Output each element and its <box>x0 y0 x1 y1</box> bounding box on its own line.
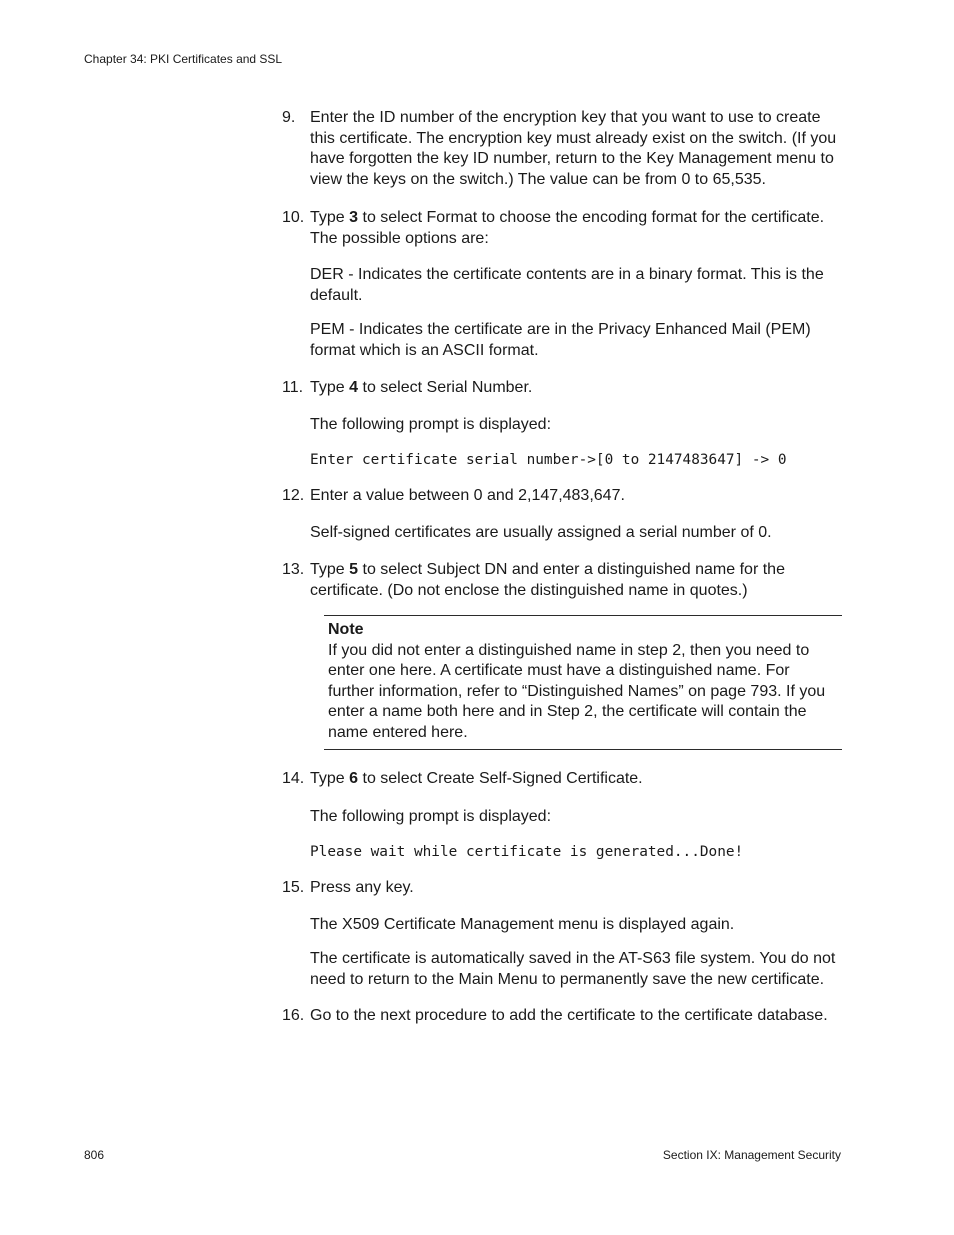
step-number: 14. <box>282 770 305 787</box>
step-11 <box>282 378 842 399</box>
note-body: If you did not enter a distinguished name in step 2, then you need to enter one here. A certificate must have a distinguished name. For further information, refer to “Distinguished Names” on page 793. If you enter a name both here and in Step 2, the certificate will contain the name entered here. <box>328 641 826 741</box>
step-text-post: to select Serial Number. <box>358 379 533 396</box>
step-15 <box>282 878 842 899</box>
step-text-pre: Type <box>310 209 350 226</box>
menu-redisplay-text: The X509 Certificate Management menu is displayed again. <box>310 915 735 933</box>
procedure-content <box>282 108 842 1027</box>
generation-prompt: Please wait while certificate is generated...Done! <box>310 844 744 860</box>
step-text: Press any key. <box>310 879 414 896</box>
step-number: 10. <box>282 209 305 226</box>
step-text-post: to select Create Self-Signed Certificate. <box>358 770 643 787</box>
prompt-intro: The following prompt is displayed: <box>310 807 552 825</box>
step-number: 16. <box>282 1007 305 1024</box>
step-12 <box>282 486 842 507</box>
step-13 <box>282 560 842 601</box>
step-number: 12. <box>282 487 305 504</box>
serial-number-note: Self-signed certificates are usually assigned a serial number of 0. <box>310 523 772 541</box>
running-header: Chapter 34: PKI Certificates and SSL <box>84 52 283 66</box>
step-text <box>310 208 842 249</box>
step-16 <box>282 1006 842 1027</box>
section-title: Section IX: Management Security <box>662 1148 841 1162</box>
step-number: 15. <box>282 879 305 896</box>
step-text-post: to select Subject DN and enter a distinguished name for the certificate. (Do not enclose the distinguished name in quotes.) <box>310 561 785 599</box>
prompt-intro: The following prompt is displayed: <box>310 415 552 433</box>
format-option-pem: PEM - Indicates the certificate are in the Privacy Enhanced Mail (PEM) format which is an ASCII format. <box>310 321 811 359</box>
step-text-pre: Type <box>310 379 350 396</box>
step-number: 13. <box>282 561 305 578</box>
auto-save-text: The certificate is automatically saved in the AT-S63 file system. You do not need to return to the Main Menu to permanently save the new certificate. <box>310 950 836 988</box>
step-text-pre: Type <box>310 770 350 787</box>
step-text: Enter a value between 0 and 2,147,483,647. <box>310 487 625 504</box>
key-number: 4 <box>349 379 359 396</box>
note-box <box>324 615 842 750</box>
format-option-der: DER - Indicates the certificate contents are in a binary format. This is the default. <box>310 266 824 304</box>
step-text: Go to the next procedure to add the certificate to the certificate database. <box>310 1007 828 1024</box>
step-9 <box>282 108 842 190</box>
note-title: Note <box>328 621 364 638</box>
key-number: 5 <box>349 561 359 578</box>
step-text <box>310 560 842 601</box>
step-10 <box>282 208 842 249</box>
step-number: 9. <box>282 109 296 126</box>
step-14 <box>282 769 842 790</box>
key-number: 6 <box>349 770 359 787</box>
step-text: Enter the ID number of the encryption key that you want to use to create this certificate. The encryption key must already exist on the switch. (If you have forgotten the key ID number, return to the Key Management menu to view the keys on the switch.) The value can be from 0 to 65,535. <box>310 109 837 188</box>
step-text-post: to select Format to choose the encoding format for the certificate. The possible options are: <box>310 209 825 247</box>
page-number: 806 <box>84 1148 105 1162</box>
serial-number-prompt: Enter certificate serial number->[0 to 2147483647] -> 0 <box>310 452 787 468</box>
step-text <box>310 378 842 399</box>
step-number: 11. <box>282 379 304 396</box>
key-number: 3 <box>349 209 359 226</box>
step-text <box>310 769 842 790</box>
step-text-pre: Type <box>310 561 350 578</box>
